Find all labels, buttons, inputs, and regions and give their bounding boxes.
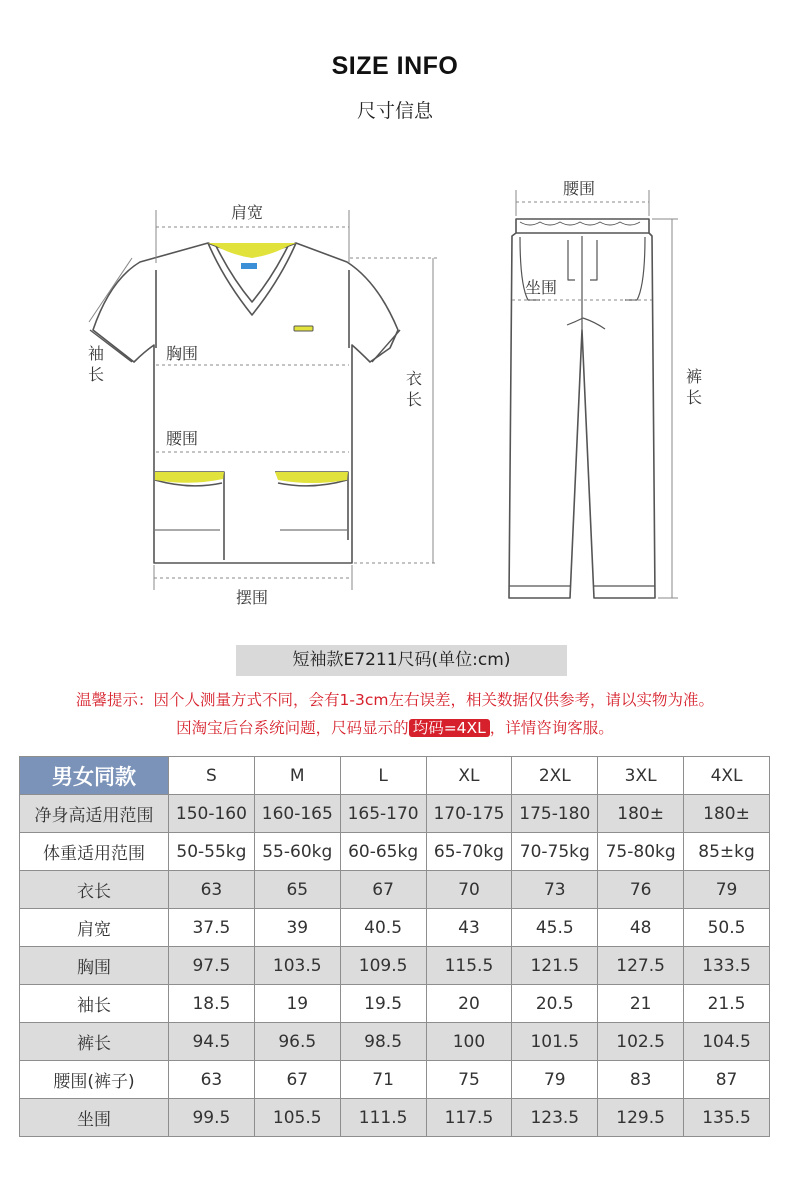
table-cell: 101.5	[512, 1023, 598, 1061]
table-cell: 70	[426, 871, 512, 909]
table-cell: 55-60kg	[254, 833, 340, 871]
table-cell: 67	[340, 871, 426, 909]
table-cell: 150-160	[169, 795, 255, 833]
table-row	[20, 985, 770, 1023]
table-cell: 165-170	[340, 795, 426, 833]
label-pants-length-1: 裤	[686, 367, 703, 386]
table-cell: 129.5	[598, 1099, 684, 1137]
logo-tag	[241, 263, 257, 269]
size-header-cell: XL	[426, 757, 512, 795]
table-row	[20, 909, 770, 947]
label-hem: 摆围	[236, 588, 269, 607]
table-cell: 19	[254, 985, 340, 1023]
table-cell: 21.5	[684, 985, 770, 1023]
table-cell: 123.5	[512, 1099, 598, 1137]
row-label: 肩宽	[20, 909, 169, 947]
size-header-cell: L	[340, 757, 426, 795]
table-cell: 115.5	[426, 947, 512, 985]
table-cell: 170-175	[426, 795, 512, 833]
table-cell: 83	[598, 1061, 684, 1099]
size-header-cell: 4XL	[684, 757, 770, 795]
table-cell: 65	[254, 871, 340, 909]
one-size-badge: 均码=4XL	[409, 719, 490, 737]
size-header-cell: M	[254, 757, 340, 795]
label-length-2: 长	[406, 390, 423, 409]
table-cell: 175-180	[512, 795, 598, 833]
label-shoulder: 肩宽	[231, 203, 264, 222]
size-chart-caption: 短袖款E7211尺码(单位:cm)	[236, 645, 567, 676]
table-cell: 70-75kg	[512, 833, 598, 871]
size-table-header-row	[20, 757, 770, 795]
notice-text-after: ，详情咨询客服。	[489, 719, 614, 737]
table-cell: 105.5	[254, 1099, 340, 1137]
label-length-1: 衣	[406, 369, 423, 388]
row-label: 袖长	[20, 985, 169, 1023]
table-cell: 76	[598, 871, 684, 909]
page-subtitle: 尺寸信息	[356, 100, 433, 122]
table-cell: 45.5	[512, 909, 598, 947]
table-cell: 102.5	[598, 1023, 684, 1061]
table-cell: 43	[426, 909, 512, 947]
table-cell: 50-55kg	[169, 833, 255, 871]
table-cell: 60-65kg	[340, 833, 426, 871]
table-cell: 39	[254, 909, 340, 947]
table-cell: 111.5	[340, 1099, 426, 1137]
table-cell: 94.5	[169, 1023, 255, 1061]
notice-line-2	[0, 716, 790, 738]
table-cell: 67	[254, 1061, 340, 1099]
table-cell: 99.5	[169, 1099, 255, 1137]
table-cell: 121.5	[512, 947, 598, 985]
notice-line-1: 温馨提示：因个人测量方式不同，会有1-3cm左右误差，相关数据仅供参考，请以实物为准。	[76, 691, 714, 709]
table-cell: 71	[340, 1061, 426, 1099]
size-table	[19, 756, 770, 1137]
table-row	[20, 871, 770, 909]
table-cell: 75	[426, 1061, 512, 1099]
table-cell: 127.5	[598, 947, 684, 985]
table-cell: 109.5	[340, 947, 426, 985]
table-cell: 63	[169, 871, 255, 909]
table-cell: 50.5	[684, 909, 770, 947]
table-row	[20, 1023, 770, 1061]
table-cell: 63	[169, 1061, 255, 1099]
table-cell: 100	[426, 1023, 512, 1061]
table-cell: 98.5	[340, 1023, 426, 1061]
table-cell: 40.5	[340, 909, 426, 947]
label-pants-length-2: 长	[686, 388, 703, 407]
table-cell: 20	[426, 985, 512, 1023]
table-cell: 96.5	[254, 1023, 340, 1061]
table-cell: 21	[598, 985, 684, 1023]
label-waist: 腰围	[166, 429, 199, 448]
row-label: 净身高适用范围	[20, 795, 169, 833]
table-cell: 85±kg	[684, 833, 770, 871]
shirt-outline	[93, 243, 398, 563]
table-cell: 75-80kg	[598, 833, 684, 871]
table-cell: 48	[598, 909, 684, 947]
page-title: SIZE INFO	[331, 52, 459, 80]
table-cell: 73	[512, 871, 598, 909]
label-hip: 坐围	[525, 278, 558, 297]
table-cell: 97.5	[169, 947, 255, 985]
row-label: 体重适用范围	[20, 833, 169, 871]
table-cell: 79	[684, 871, 770, 909]
table-cell: 160-165	[254, 795, 340, 833]
notice-text-before: 因淘宝后台系统问题，尺码显示的	[176, 719, 409, 737]
table-cell: 19.5	[340, 985, 426, 1023]
table-row	[20, 1099, 770, 1137]
label-chest: 胸围	[166, 344, 199, 363]
row-label: 裤长	[20, 1023, 169, 1061]
table-cell: 37.5	[169, 909, 255, 947]
label-pants-waist: 腰围	[563, 179, 596, 198]
table-cell: 117.5	[426, 1099, 512, 1137]
table-row	[20, 1061, 770, 1099]
table-header-label: 男女同款	[20, 757, 169, 795]
table-cell: 20.5	[512, 985, 598, 1023]
table-cell: 133.5	[684, 947, 770, 985]
row-label: 坐围	[20, 1099, 169, 1137]
table-cell: 104.5	[684, 1023, 770, 1061]
label-sleeve-2: 长	[88, 365, 105, 384]
table-row	[20, 833, 770, 871]
table-cell: 180±	[684, 795, 770, 833]
size-header-cell: 3XL	[598, 757, 684, 795]
size-header-cell: S	[169, 757, 255, 795]
table-cell: 65-70kg	[426, 833, 512, 871]
row-label: 衣长	[20, 871, 169, 909]
table-cell: 79	[512, 1061, 598, 1099]
size-header-cell: 2XL	[512, 757, 598, 795]
label-sleeve-1: 袖	[88, 344, 105, 363]
table-cell: 18.5	[169, 985, 255, 1023]
table-row	[20, 947, 770, 985]
row-label: 胸围	[20, 947, 169, 985]
row-label: 腰围(裤子)	[20, 1061, 169, 1099]
table-cell: 103.5	[254, 947, 340, 985]
garment-diagram	[0, 160, 790, 620]
table-row	[20, 795, 770, 833]
table-cell: 180±	[598, 795, 684, 833]
table-cell: 135.5	[684, 1099, 770, 1137]
table-cell: 87	[684, 1061, 770, 1099]
